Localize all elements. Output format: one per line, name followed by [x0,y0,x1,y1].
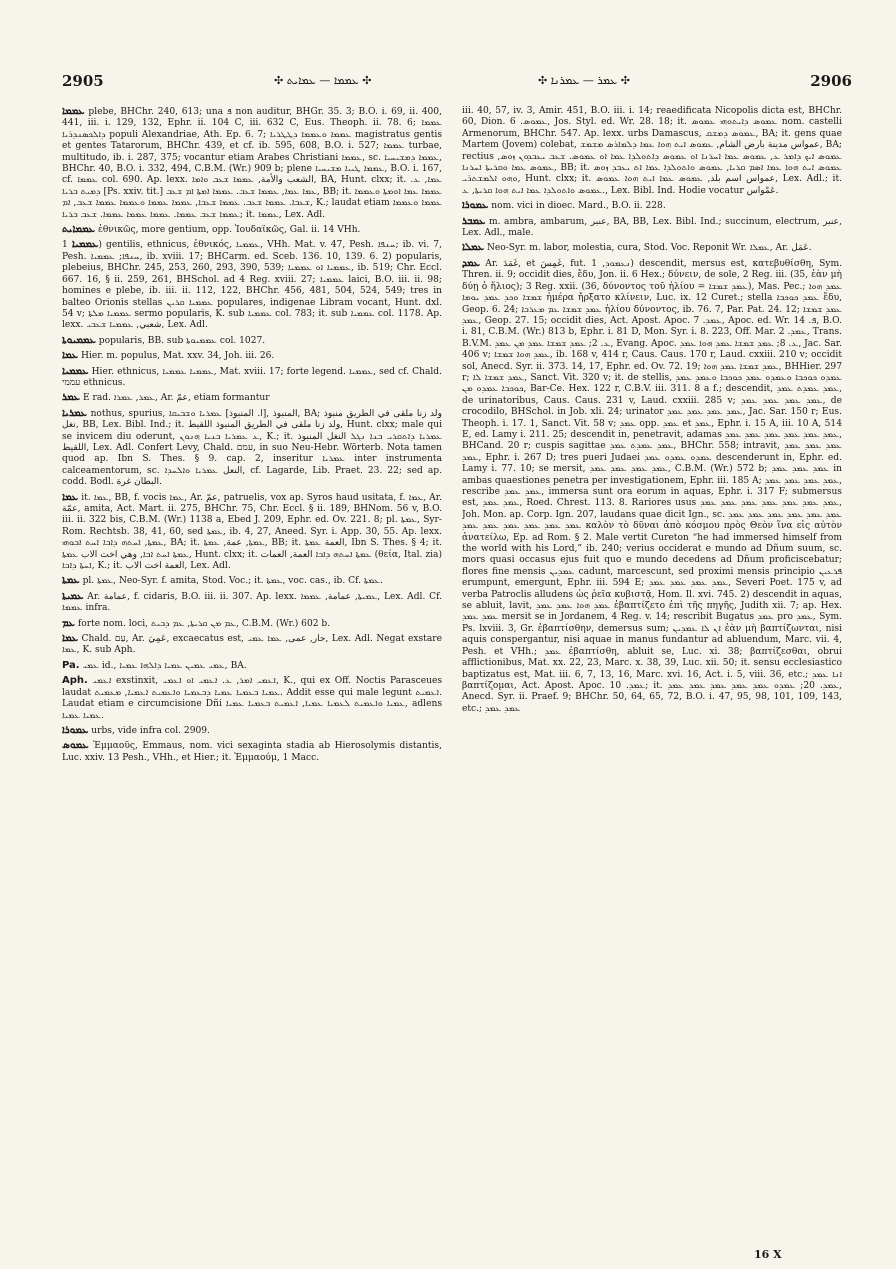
entry-text: 1) gentilis, ethnicus, ἐθνικός, ܥܡܡܝܐ, VHh. Mat. v. 47, Pesh. ܚܢܦܐ; ib. vi. 7, Pesh. ܚܢܦܐ; ܥܡܡܝܐ, ib. xviii. 17; BHCarm. ed. Sceb. 136. 10, 139. 6. 2) popularis, plebeius, BHChr. 245, 253, 260, 293, 390, 539; ܥܡܡܝܐ ܐܘ ܥܡܡܝܐ, ib. 519; Chr. Eccl. 667. 16, § ii. 259, 261, BHSchol. ad 4 Reg. xviii. 27; ܥܡܡܝܐ laici, B.O. iii. ii. 98; homines e plebe, ib. iii. ii. 112, 122, BHChr. 456, 481, 504, 524, 549; tres in balteo Orionis stellas ܥܡܡܝܐ ܩܪܝܢ populares, indigenae Libram vocant, Hunt. dxl. 54 v; ܥܡܡܝܐ ܡܠܬܐ sermo popularis, K. sub ܥܡܡܝܐ col. 783; it. sub ܥܡܡܝܐ col. 1178. Ap. lexx. شعبي, ܥܡܡܝܐ ܫܥܒܝ, Lex. Adl. [62,240,442,331]
entry-lemma: ܥܡܡܝܐ [71,239,99,251]
dictionary-entry [462,242,842,254]
dictionary-entry [62,239,442,331]
dictionary-entry [62,106,442,221]
entry-lemma: ܥܡܬܐ [62,575,80,587]
entry-text: popularis, BB. sub ܥܡܡܝܘܬܐ col. 1027. [98,335,266,346]
page-number-right: 2906 [810,72,852,90]
entry-text: nom. vici in dioec. Mard., B.O. ii. 228. [491,201,666,212]
entry-lemma: ܥܡܠܐ [462,242,484,254]
dictionary-entry [62,350,442,362]
dictionary-entry [62,660,442,672]
entry-lemma: ܥܡܐ [62,491,79,503]
entry-text: plebe, BHChr. 240, 613; una ܦ non auditur, BHGr. 35. 3; B.O. i. 69, ii. 400, 441, iii. i. 129, 132, Ephr. ii. 104 C, iii. 632 C, Eus. Theoph. ii. 78. 6; ܥܡܡܐ ܕܐܠܟܣܢܕܪܝܐ populi Alexandriae, Ath. Ep. 6. 7; ܥܡܡܐ ܘܥܡܡܐ ܕܛܛܪܝܐ magistratus gentis et gentes Tatarorum, BHChr. 439, et cf. ib. 595, 608, B.O. i. 527; ܥܡܡܐ turbae, multitudo, ib. i. 287, 375; vocantur etiam Arabes Christiani ܥܡܡܐ, sc. ܥܡܡܐ ܕܡܫܝܚܝܐ, BHChr. 40, B.O. i. 332, 494, C.B.M. (Wr.) 909 b; plene ܥܡܡܐ ܛܝܝܐ ܡܫܝܚܝܐ, B.O. i. 167, cf. ܥܡܡܐ col. 690. Ap. lexx. الشعب والأمة, ܥܡܡܐ ܫܥܒ ܘܐܡܐ, BA, Hunt. clxx; it. ܥܡܐ, ܥ. ܕܡܝܬ ܒܪܝܐ [Ps. xxiv. tit.] ܥܡܐ ܥܡܐ, ܥܡܡܐ ܫܥܒ. ܥܡܡܐ ܐܡܬܐ ܐܡ ܫܥܒ, BB; it. ܥܡܡܐ ܥܡܐ ܐܘܡܬܐ ܘܥܡܡܐ ܫܥܒܐ. ܥܡܡܐ ܫܥܒ. ܥܡܡܐ ܫܥܒܐ, ܥܡܡܐ ܥܡܡܐ ܘܥܡܡܐ ܥܡܡܐ ܫܥܒ, ܐܡ, K.; laudat etiam ܥܡܡܐ ܘܥܡܡܐ ܥܡܡܐ ܫܥܒ ܥܡܡܐ. ܥܡܡܐ ܥܡܡܐ ܥܡܡܐ. ܫܥܒ ܒܪܝܐ; it. ܥܡܡܐ, Lex. Adl. [62,107,442,220]
dictionary-entry [62,740,442,764]
dictionary-entry [62,591,442,615]
left-column [62,106,442,1246]
entry-lemma: Pa. [62,659,80,671]
entry-text: it. ܥܡܐ, BB, f. vocis ܥܡܐ, Ar. عمّ, patruelis, vox ap. Syros haud usitata, f. ܥܡܐ, Ar. عمّة, amita, Act. Mart. ii. 275, BHChr. 75, Chr. Eccl. § ii. 189, BHNom. 56 v, B.O. iii. ii. 322 bis, C.B.M. (Wr.) 1138 a, Ebed J. 209, Ephr. ed. Ov. 221. 8; pl. ܥܡܬܐ, Syr-Rom. Rechtsb. 38, 41, 60, sed ܥܡܬܐ, ib. 4, 27, Aneed. Syr. i. App. 30, 55. Ap. lexx. ܥܡܬܐ, ܐܚܬܗ ܕܐܒܐ ܐܚܬ ܐܒܘܗܝ, BA; it. ܥܡܬܐ, عمة, ܥܡܬܐ, BB; it. العمة ܥܡܬܐ, Ibn S. Thes. § 4; it. ܥܡܬܐ ܐܚܬ ܐܒܐ, وهي اخت الاب ܥܡܬܐ, Hunt. clxx; it. ܥܡܬܐ ܐܚܬܗ ܕܐܒܐ العمة, العمات (θεία, Ital. zia) ܐܚܬܐ ܕܐܒܐ, K.; it. العمة اخت الاب, Lex. Adl. [62,492,442,572]
entry-lemma: ܥܡܕ [462,257,481,269]
page-header [62,70,852,98]
entry-text: Ar. غَمَدَ, et غَمِسَ, fut. ܢܥܡܘܕ, 1) descendit, mersus est, κατεβυθίσθη, Sym. Thren. ii. 9; occidit dies, ἔδυ, Jon. ii. 6 Hex.; δύνειν, de sole, 2 Reg. iii. (35, ἐὰν μὴ δύῃ ὁ ἥλιος); 3 Reg. xxii. (36, δύνοντος τοῦ ἡλίου = ܥܡܕ ܫܡܫܐ), Mas. Pec.; ܥܡܕ ܗܘܐ ܫܡܫܐ ܘܟܕ ܥܡܕ ܝܘܡܐ ἡμέρα ἤρξατο κλίνειν, Luc. ix. 12 Curet.; stella ܥܡܕ ܟܘܟܒܐ ἔδυ, Geop. 6. 24; ܥܡܕ ܫܡܫܐ ܥܡ ܡܥܪܒܐ ἡλίου δύνοντος, ib. 76. 7, Par. Pat. 24. 12; ܥܡܕ ܫܡܫܐ ܥܡܕ, Geop. 27. 15; occidit dies, Act. Apost. Apoc. ܥܡܕ. 7, Apoc. ed. Wr. ܦ. 14, B.O. i. 81, C.B.M. (Wr.) 813 b, Ephr. i. 81 D, Mon. Syr. i. 8. 223, Off. Mar. ܥܡܕ. 2, Trans. B.V.M. ܥ. 2; ܥܡܕ ܫܡܫܐ ܥܡܕ ܡܢ ܥܡܕ, Evang. Apoc. ܥ. 8; ܥܡܕ ܫܡܫܐ ܥܡܕ ܗܘܐ ܥܡܕ, Jac. Sar. 406 v; ܥܡܕ ܗܘܐ ܫܡܫܐ, ib. 168 v, 414 r, Caus. Caus. 170 r, Laud. cxxiii. 210 v; occidit sol, Anecd. Syr. ii. 373. 14, 17, Ephr. ed. Ov. 72. 19; ܥܡܕ ܫܡܫܐ ܥܡܕ ܗܘܐ, BHHier. 297 r; ܥܡܕ ܫܡܫܐ ܠܐ, Sanct. Vit. 320 v; it. de stellis, ܥܡܕܘ ܟܘܟܒܐ ܘܥܡܕܘ ܥܡܕ ܟܘܟܒܐ ܘܥܡܕ ܥܡܕ ܟܘܟܒܐ ܥܡܕܘ ܡܢ, Bar-Ce. Hex. 122 r, C.B.V. iii. 311. 8 a f.; descendit, ܥܡܕ ܥܡܕܬ ܥܡܕ, de urinatoribus, Caus. Caus. 231 v, Laud. cxxiii. 285 v; ܥܡܕ ܥܡܕ ܥܡܕ ܥܡܕ, de crocodilo, BHSchol. in Job. xli. 24; urinator ܥܡܕ ܥܡܕ ܥܡܕ ܥܡܕ, Jac. Sar. 150 r; Eus. Theoph. i. 17. 1, Sanct. Vit. 58 v; ܥܡܕ opp. ܥܡܕ et ܥܡܕ, Ephr. i. 15 A, iii. 10 A, 514 E, ed. Lamy i. 211. 25; descendit in, penetravit, adamas ܥܡܕ ܥܡܕ ܥܡܕ ܥܡܕ ܥܡܕ ܥܡܕ, BHCand. 20 r; cuspis sagittae ܥܡܕ ܥܡܕܬ ܥܡܕ, BHChr. 558; intravit, ܥܡܕ ܥܡܕ ܥܡܕ ܥܡܕ, Ephr. i. 267 D; tres pueri Judaei ܥܡܕܘ ܥܡܕܘ ܥܡܕ descenderunt in, Ephr. ed. Lamy i. 77. 10; se mersit, ܥܡܕ ܥܡܕ ܥܡܕ ܥܡܕ, C.B.M. (Wr.) 572 b; ܥܡܕ ܥܡܕ ܥܡܕ in ambas quaestiones penetra per investigationem, Ephr. iii. 185 A; ܥܡܕ ܥܡܕ ܥܡܕ ܥܡܕ, rescribe ܥܡܕ ܥܡܕ, immersa sunt ora eorum in aquas, Ephr. i. 317 F; submersus est, ܥܡܕ ܥܡܕ, Roed. Chrest. 113. 8. Rariores usus ܥܡܕ ܥܡܕ ܥܡܕ ܥܡܕ ܥܡܕ ܥܡܕ ܥܡܕ, Joh. Mon. ap. Corp. Ign. 207, laudans quae dicit Ign., sc. ܥܡܕ ܥܡܕ ܥܡܕ ܥܡܕ ܥܡܕ ܥܡܕ ܥܡܕ ܥܡܕ ܥܡܕ ܥܡܕ ܥܡܕ ܥܡܕ καλὸν τὸ δῦναι ἀπὸ κόσμου πρὸς Θεὸν ἵνα εἰς αὐτὸν ἀνατείλω, Ep. ad Rom. § 2. Male vertit Cureton “he had immersed himself from the world with his Lord,” ib. 240; verius occiderat e mundo ad Dñum suum, sc. mors quasi occasus ejus fuit quo e mundo decedens ad Dñum proficiscebatur; flores fine mensis ܥܡܕܝܢ cadunt, marcescunt, sed proximi mensis principio ܦܪܥܝܢ erumpunt, emergunt, Ephr. iii. 594 E; ܥܡܕ ܥܡܕ ܥܡܕ ܥܡܕ, Severi Poet. 175 v, ad verba Patroclis alludens ὡς ῥεῖα κυβιστᾷ, Hom. Il. xvi. 745. 2) descendit in aquas, se abluit, lavit, ܥܡܕ ܗܘܐ ܥܡܕ ܥܡܕ ἐβαπτίζετο ἐπὶ τῆς πηγῆς, Judith xii. 7; ap. Hex. ܥܡܕ ܥܡܕ mersit se in Jordanem, 4 Reg. v. 14; rescribit Bugatus ܥܡܕ pro ܥܡܕ, Sym. Ps. lxviii. 3, Gr. ἐβαπτίσθην, demersus sum; ܐܢ ܠܐ ܥܡܕܝܢ ἐὰν μὴ βαπτίζωνται, nisi aquis conspergantur, nisi aquae in manus fundantur ad abluendum, Marc. vii. 4, Pesh. et VHh.; ܥܡܕ ἐβαπτίσθη, abluit se, Luc. xi. 38; βαπτίζεσθαι, obrui afflictionibus, Mat. xx. 22, 23, Marc. x. 38, 39, Luc. xii. 50; it. sensu ecclesiastico baptizatus est, Mat. iii. 6, 7, 13, 16, Marc. xvi. 16, Act. i. 5, viii. 36, etc.; ܐܢܐ ܥܡܕ βαπτίζομαι, Act. Apost. Apoc. ܥܡܕ. 10; it. ܥܡܕ. 20; ܥܡܕܘ ܥܡܕ ܥܡܕ ܥܡܕ ܥܡܕ ܥܡܕ, Anecd. Syr. ii. Praef. 9; BHChr. 50, 64, 65, 72, B.O. i. 47, 95, 98, 101, 109, 143, etc.; ܥܡܕ ܥܡܕ [462,258,842,714]
entry-text: pl. ܥܡܬܐ, Neo-Syr. f. amita, Stod. Voc.; it. ܥܡܬܐ, voc. cas., ib. Cf. ܥܡܬܐ. [82,576,383,587]
entry-text: iii. 40, 57, iv. 3, Amir. 451, B.O. iii. i. 14; reaedificata Nicopolis dicta est, BHChr. 60, Dion. ܥܡܘܣ. 6, Jos. Styl. ed. Wr. 28. 18; it. ܥܡܘܣ ܕܐܝܬܘܗܝ ܥܡܘܣ nom. castelli Armenorum, BHChr. 547. Ap. lexx. urbs Damascus, ܥܡܘܣ ܕܡܫܩ, BA; it. gens quae Martem (Jovem) colebat, عمواس مدينة بارض الشام, ܥܡܘܣ ܐܝܬ ܗܘܐ ܥܡܐ ܕܠܡܐܪܣ ܡܫܡܫ, BA; rectius ܥܡܘܣ ܐܝܟ ܕܐܡܪ ܥ, ܥܡܘܣ ܥܡܐ ܐܚܪܢܐ ܐܘ ܥܡܘܣ ܕܐܬܘܠܕܐ ܥܡܐ ܐܘ ܥܡܘܣ. ܫܥܒ ܝܥܒܕܘܢ ܙܘܣ, ܥܡܘܣ ܥܡܐ ܘܩܪܝܬܐ ܐܚܪܢܐ, BB; it. ܥܡܘܣ ܐܝܬ ܗܘܐ ܥܡܐ ܐܣܡ ܩܪܝܐ, ܥܡܘܣ ܘܐܬܘܠܕܐ ܥܡܐ ܐܬ ܝܥܒܕ ܙܘܣ ܘܗܘ ܐܠܡܫܬܪܝ, Hunt. clxx; it. عمواس اسم بلد, ܥܡܘܣ ܥܡܐ ܐܝܬ ܗܘܐ ܥܡܘܣ, Lex. Adl.; it. ܥܡܘܣ ܘܐܬܘܠܕܐ ܥܡܐ ܐܝܬ ܗܘܐ ܩܪܝܬܐ, ܥ., Lex. Bibl. Ind. Hodie vocatur عَمْواس. [462,106,842,196]
dictionary-entry [62,575,442,587]
entry-lemma: ܥܡܐ [62,350,79,362]
entry-text: Ἐμμαοῦς, Emmaus, nom. vici sexaginta stadia ab Hierosolymis distantis, Luc. xxiv. 13 Pesh., VHh., et Hier.; it. Ἐμμαούμ, 1 Macc. [62,741,442,763]
entry-text: Hier. m. populus, Mat. xxv. 34, Joh. iii. 26. [81,351,275,362]
dictionary-entry [62,408,442,489]
entry-text: ἐθνικῶς, more gentium, opp. Ἰουδαϊκῶς, Gal. ii. 14 VHh. [97,225,361,236]
dictionary-entry [62,492,442,573]
dictionary-entry [462,216,842,240]
entry-text: urbs, vide infra col. 2909. [91,725,210,736]
entry-lemma: ܥܡܪܝܐ [62,407,88,419]
dictionary-entry [62,725,442,737]
dictionary-entry [62,675,442,722]
entry-lemma: ܥܡܡܝܐ [62,365,89,377]
entry-lemma: ܥܡܘܪܐ [462,200,489,212]
entry-text: forte nom. loci, ܥܡ ܡܢ ܩܪܝܬܐ, ܥܡ ܕܒܝܬ, C.B.M. (Wr.) 602 b. [77,618,331,629]
dictionary-entry [462,200,842,212]
entry-lemma: ܥܡ [62,617,75,629]
entry-lemma: ܥܡܘܪܐ [62,724,89,736]
entry-lemma: ܥܡܡܝܘܬܐ [62,334,96,346]
entry-text: Chald. עַם, Ar. عَمِيَ, excaecatus est, حار, عمى, ܥܡܐ ܥܡܝ, Lex. Adl. Negat exstare ܥܡܐ, K. sub Aph. [62,634,442,656]
entry-lemma: ܥܡܪ [62,392,81,404]
running-head-left: ✣ ܥܡܡܐ — ܥܡܐܝܬ ✣ [274,74,372,87]
signature-mark: 16 X [754,1248,782,1261]
entry-lemma: ܥܡܒܪ [462,215,486,227]
entry-text: ܐܥܡܝ exstinxit, ܐܥܡܝ ܐܡܪ, ܥ. ܐܥܡܝ ܐܘ ܐܥܡܝ, K., qui ex Off. Noctis Parasceues laudat ܥܡܝܐ ܒܥܡܝܐ ܥܡܝܐ ܕܒܥܡܝܐ ܘܐܥܡܝܬ ܐܥܡܝܐ, ܡܥܡܝܬ. Addit esse qui male legunt ܐܥܡܝܬ. Laudat etiam e circumcisione Dñi ܥܡܝܐ ܘܐܥܡܝܬ ܠܥܡܝܐ ܥܡܝܐ, ܐܥܡܝܬ ܒܥܡܝܐ ܥܡܝܐ, adlens ܥܡܝܐ ܥܡܝܐ. [62,676,442,721]
entry-text: Hier. ethnicus, ܥܡܡܝܐ ܥܡܡܝܐ, Mat. xviii. 17; forte legend. ܥܡܡܝܐ, sed cf. Chald. עממי ethnicus. [62,366,442,388]
dictionary-entry [62,224,442,236]
dictionary-entry [62,618,442,630]
entry-text: ܥܡܝ id., ܥܡܝ ܥܡܝܢ ܥܡܝܐ ܕܐܠܗܐ ܥܡܝܐ, BA. [82,660,247,671]
entry-lemma: Aph. [62,675,88,687]
entry-lemma: ܥܡܡܐܝܬ [62,224,96,236]
dictionary-entry [62,392,442,404]
dictionary-entry [62,633,442,657]
entry-text: E rad. ܥܡܪ, ܥܡܪܐ, Ar. عمّ, etiam formantur [82,393,270,404]
entry-lemma: ܥܡܘܣ [62,740,89,752]
entry-lemma: ܥܡܡܐ [62,106,85,117]
running-head-right: ✣ ܥܡܪ — ܥܡܪܢܐ ✣ [538,74,630,87]
entry-lemma: ܥܡܐ [62,633,79,645]
entry-text: nothus, spurius, المنبوذ ,[ا. المنبوذ] ܥܡܪܝܐ ܘܫܒܝܩܐ, BA; ولد زنا ملقى في الطريق منبوذ نغل, BB, Lex. Bibl. Ind.; it. ولد زنا ملقى في الطريق المنبوذ اللقيط, Hunt. clxx; male qui se invicem diu oderunt, ܥ ܥܡܪܝܐ ܒܢܝܐ ܗܢܘܢ, K.; it. ܥܡܪܝܐ ܕܐܬܩܪܝ ܒܢܐ ܢܓܠ النغل المنبوذ اللقيط, Lex. Adl. Confert Levy, Chald. עמם, in suo Neu-Hebr. Wörterb. Nota tamen quod ap. Ibn S. Thes. § 9. cap. 2, inseritur ܥܡܪܝܐ inter instrumenta calceamentorum, sc. النعل ܥܡܪܝܐ ܘܐܠܚܕܐ, cf. Lagarde, Lib. Praet. 23. 22; sed ap. codd. Bodl. البطان غرة. [62,408,442,488]
dictionary-entry [62,335,442,347]
entry-text: m. ambra, ambarum, عنبر, BA, BB, Lex. Bibl. Ind.; succinum, electrum, عنبر, Lex. Adl., male. [462,216,842,239]
dictionary-entry [462,258,842,715]
entry-text: Neo-Syr. m. labor, molestia, cura, Stod. Voc. Reponit Wr. ܥܡܠܐ, Ar. عَمَل. [486,243,812,254]
entry-lemma: ܥܡܝܬܐ [62,590,84,602]
right-column [462,106,842,1246]
entry-text: Ar. عمامة, f. cidaris, B.O. iii. ii. 307. Ap. lexx. ܥܡܝܬܐ, عمامة, ܥܡܡܐ, Lex. Adl. Cf. ܥܡܡܐ infra. [62,591,442,614]
dictionary-entry [62,366,442,390]
dictionary-entry [462,106,842,197]
page-number-left: 2905 [62,72,104,90]
